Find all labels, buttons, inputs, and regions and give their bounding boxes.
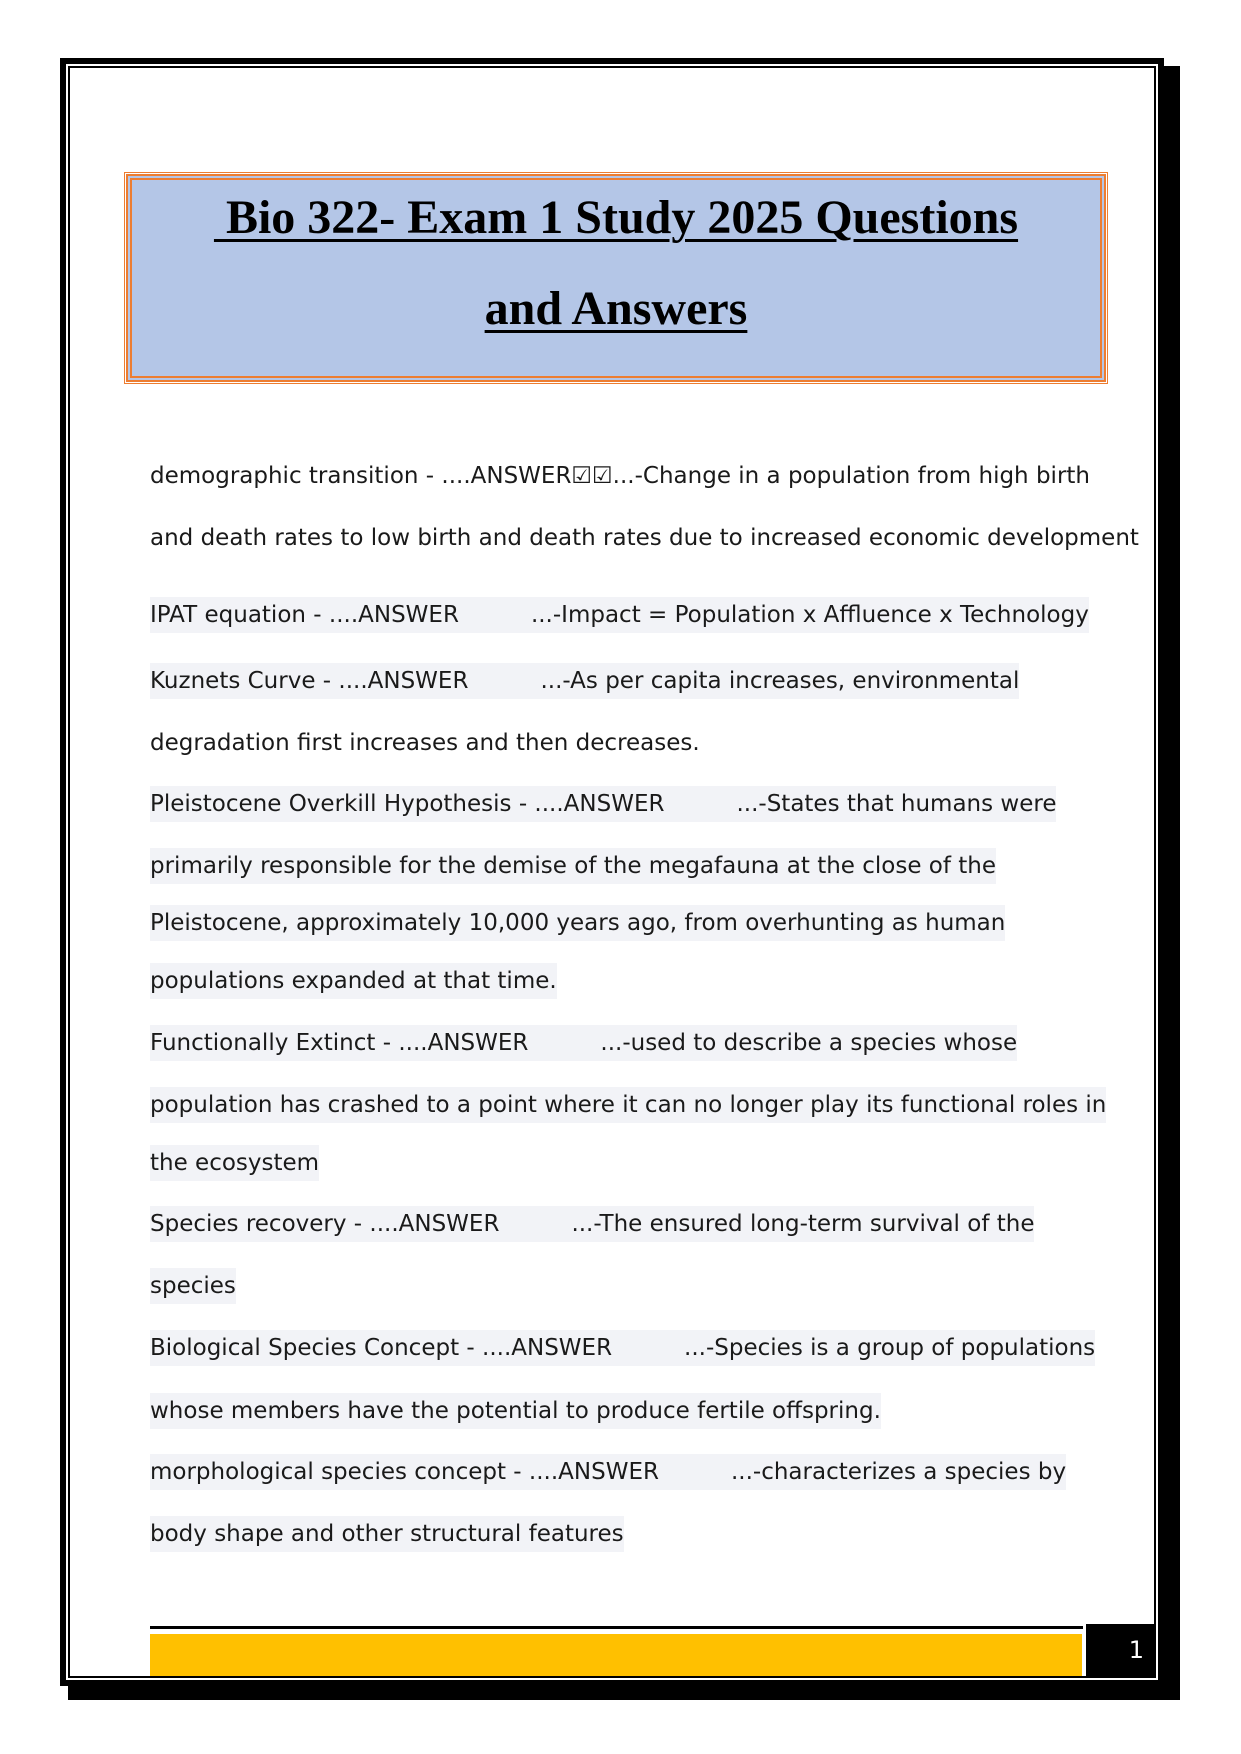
entry-definition: ...-Impact = Population x Affluence x Technology	[530, 602, 1089, 628]
entry-definition: ...-used to describe a species whose	[600, 1030, 1018, 1056]
title-line-1: Bio 322- Exam 1 Study 2025 Questions	[213, 191, 1019, 244]
entry-morphological-species-concept	[150, 1454, 1066, 1490]
entry-kuznets-curve	[150, 663, 1019, 699]
entry-term: IPAT equation - ....ANSWER	[150, 602, 459, 628]
entry-definition: ...-As per capita increases, environmental	[540, 668, 1020, 694]
entry-definition: ...-characterizes a species by	[730, 1459, 1067, 1485]
entry-ipat-equation	[150, 597, 1089, 633]
entry-definition: ...-States that humans were	[736, 791, 1057, 817]
entry-functionally-extinct-continuation-1: population has crashed to a point where it can no longer play its functional roles in	[150, 1087, 1106, 1123]
entry-term: morphological species concept - ....ANSWER	[150, 1459, 659, 1485]
entry-species-recovery	[150, 1206, 1034, 1242]
entry-definition: ...-Species is a group of populations	[684, 1335, 1096, 1361]
entry-species-recovery-continuation: species	[150, 1268, 236, 1304]
footer-rule	[150, 1626, 1083, 1629]
entry-definition: ...-The ensured long-term survival of the	[571, 1211, 1035, 1237]
entry-pleistocene-continuation-3: populations expanded at that time.	[150, 963, 557, 999]
entry-demographic-transition-line-2: and death rates to low birth and death rates due to increased economic development	[150, 525, 1139, 551]
entry-morphological-species-concept-continuation: body shape and other structural features	[150, 1516, 624, 1552]
entry-functionally-extinct-continuation-2: the ecosystem	[150, 1145, 319, 1181]
entry-pleistocene-continuation-2: Pleistocene, approximately 10,000 years ago, from overhunting as human	[150, 905, 1005, 941]
entry-term: Functionally Extinct - ....ANSWER	[150, 1030, 529, 1056]
footer-bar	[150, 1634, 1082, 1676]
entry-term: Kuznets Curve - ....ANSWER	[150, 668, 469, 694]
entry-biological-species-concept-continuation: whose members have the potential to produce fertile offspring.	[150, 1393, 881, 1429]
entry-pleistocene-overkill	[150, 786, 1056, 822]
entry-term: Biological Species Concept - ....ANSWER	[150, 1335, 613, 1361]
entry-demographic-transition-line-1: demographic transition - ....ANSWER☑☑...-Change in a population from high birth	[150, 463, 1090, 489]
entry-biological-species-concept	[150, 1330, 1095, 1366]
entry-term: Species recovery - ....ANSWER	[150, 1211, 500, 1237]
entry-term: Pleistocene Overkill Hypothesis - ....ANSWER	[150, 791, 665, 817]
entry-functionally-extinct	[150, 1025, 1017, 1061]
title-line-2: and Answers	[484, 282, 748, 335]
entry-kuznets-curve-continuation: degradation first increases and then decreases.	[150, 730, 700, 756]
page-number: 1	[1086, 1624, 1156, 1676]
entry-pleistocene-continuation-1: primarily responsible for the demise of the megafauna at the close of the	[150, 848, 996, 884]
title-box	[126, 174, 1106, 382]
